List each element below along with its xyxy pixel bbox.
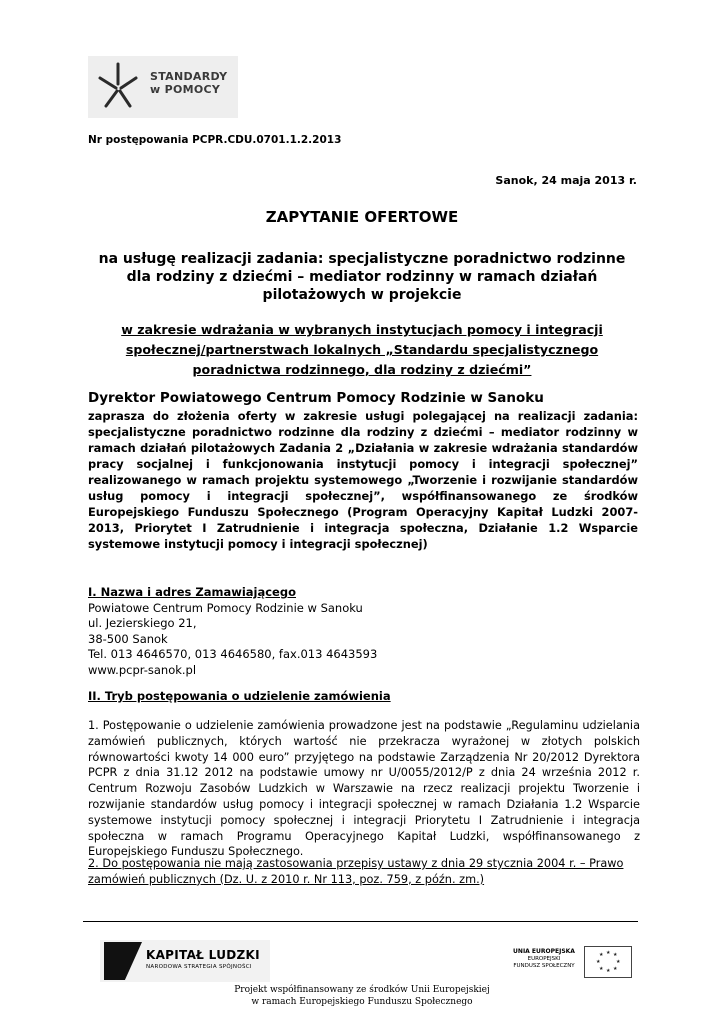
footer-divider — [83, 921, 638, 922]
logo-text-line: w POMOCY — [150, 83, 221, 96]
document-title: ZAPYTANIE OFERTOWE — [265, 208, 459, 226]
logo-text-line: STANDARDY — [150, 70, 228, 83]
footer-note — [180, 984, 544, 1008]
address-line: 38-500 Sanok — [88, 631, 168, 646]
eu-flag-icon: ★ ★ ★ ★ ★ ★ ★ ★ — [584, 946, 632, 978]
subtitle-line: na usługę realizacji zadania: specjalistyczne poradnictwo rodzinne — [98, 251, 626, 267]
kapital-ludzki-mark-icon — [104, 942, 142, 980]
eu-label-line: UNIA EUROPEJSKA — [513, 948, 575, 955]
subtitle — [88, 250, 636, 304]
website-line: www.pcpr-sanok.pl — [88, 662, 197, 677]
kl-title: KAPITAŁ LUDZKI — [146, 948, 260, 962]
reference-number: Nr postępowania PCPR.CDU.0701.1.2.2013 — [88, 134, 342, 146]
document-date: Sanok, 24 maja 2013 r. — [495, 174, 637, 187]
scope-line: w zakresie wdrażania w wybranych instytucjach pomocy i integracji — [121, 322, 603, 337]
subtitle-line: dla rodziny z dziećmi – mediator rodzinny w ramach działań — [126, 269, 598, 285]
director-invitation: zaprasza do złożenia oferty w zakresie usługi polegającej na realizacji zadania: specjalistyczne poradnictwo rodzinne dla rodziny z dziećmi – mediator rodzinny w ramach działań pilotażowych Zadania 2 „Działania w zakresie wdrażania standardów pracy socjalnej i funkcjonowania instytucji pomocy i integracji społecznej” realizowanego w ramach projektu systemowego „Tworzenie i rozwijanie standardów usług pomocy i integracji społecznej”, współfinansowanego ze środków Europejskiego Funduszu Społecznego (Program Operacyjny Kapitał Ludzki 2007-2013, Priorytet I Zatrudnienie i integracja społeczna, Działanie 1.2 Wsparcie systemowe instytucji pomocy i integracji społecznej) — [88, 409, 638, 551]
subtitle-line: pilotażowych w projekcie — [262, 287, 462, 303]
kl-subtitle: NARODOWA STRATEGIA SPÓJNOŚCI — [146, 964, 252, 970]
director-heading: Dyrektor Powiatowego Centrum Pomocy Rodzinie w Sanoku — [88, 390, 544, 406]
scope-line: poradnictwa rodzinnego, dla rodziny z dziećmi” — [192, 362, 532, 377]
kapital-ludzki-logo — [100, 940, 270, 982]
procedure-paragraph-2: 2. Do postępowania nie mają zastosowania przepisy ustawy z dnia 29 stycznia 2004 r. – Prawo zamówień publicznych (Dz. U. z 2010 r. Nr 113, poz. 759, z późn. zm.) — [88, 857, 624, 886]
scope-line: społecznej/partnerstwach lokalnych „Standardu specjalistycznego — [125, 342, 599, 357]
phone-line: Tel. 013 4646570, 013 4646580, fax.013 4643593 — [88, 647, 378, 662]
section-heading: I. Nazwa i adres Zamawiającego — [88, 585, 296, 599]
eu-label-line: EUROPEJSKI — [527, 956, 561, 962]
star-icon — [88, 56, 148, 118]
address-line: ul. Jezierskiego 21, — [88, 616, 197, 631]
scope-statement — [88, 320, 636, 380]
standardy-logo — [88, 56, 238, 118]
footer-line: w ramach Europejskiego Funduszu Społecznego — [251, 997, 473, 1007]
eu-logo — [510, 946, 634, 980]
eu-label — [510, 948, 578, 970]
address-line: Powiatowe Centrum Pomocy Rodzinie w Sanoku — [88, 600, 363, 615]
section-heading: II. Tryb postępowania o udzielenie zamówienia — [88, 689, 391, 703]
procedure-paragraph-1: 1. Postępowanie o udzielenie zamówienia prowadzone jest na podstawie „Regulaminu udzielania zamówień publicznych, których wartość nie przekracza wyrażonej w złotych polskich równowartości kwoty 14 000 euro” przyjętego na podstawie Zarządzenia Nr 20/2012 Dyrektora PCPR z dnia 31.12 2012 na podstawie umowy nr U/0055/2012/P z dnia 24 września 2012 r. Centrum Rozwoju Zasobów Ludzkich w Warszawie na rzecz realizacji projektu Tworzenie i rozwijanie standardów usług pomocy i integracji społecznej w ramach Działania 1.2 Wsparcie systemowe instytucji pomocy społecznej i integracji Priorytetu I Zatrudnienie i integracja społeczna w ramach Programu Operacyjnego Kapitał Ludzki, współfinansowanego z Europejskiego Funduszu Społecznego. — [88, 719, 640, 859]
footer-line: Projekt współfinansowany ze środków Unii Europejskiej — [234, 985, 490, 995]
section-contracting-authority — [88, 585, 638, 679]
eu-label-line: FUNDUSZ SPOŁECZNY — [513, 963, 575, 969]
